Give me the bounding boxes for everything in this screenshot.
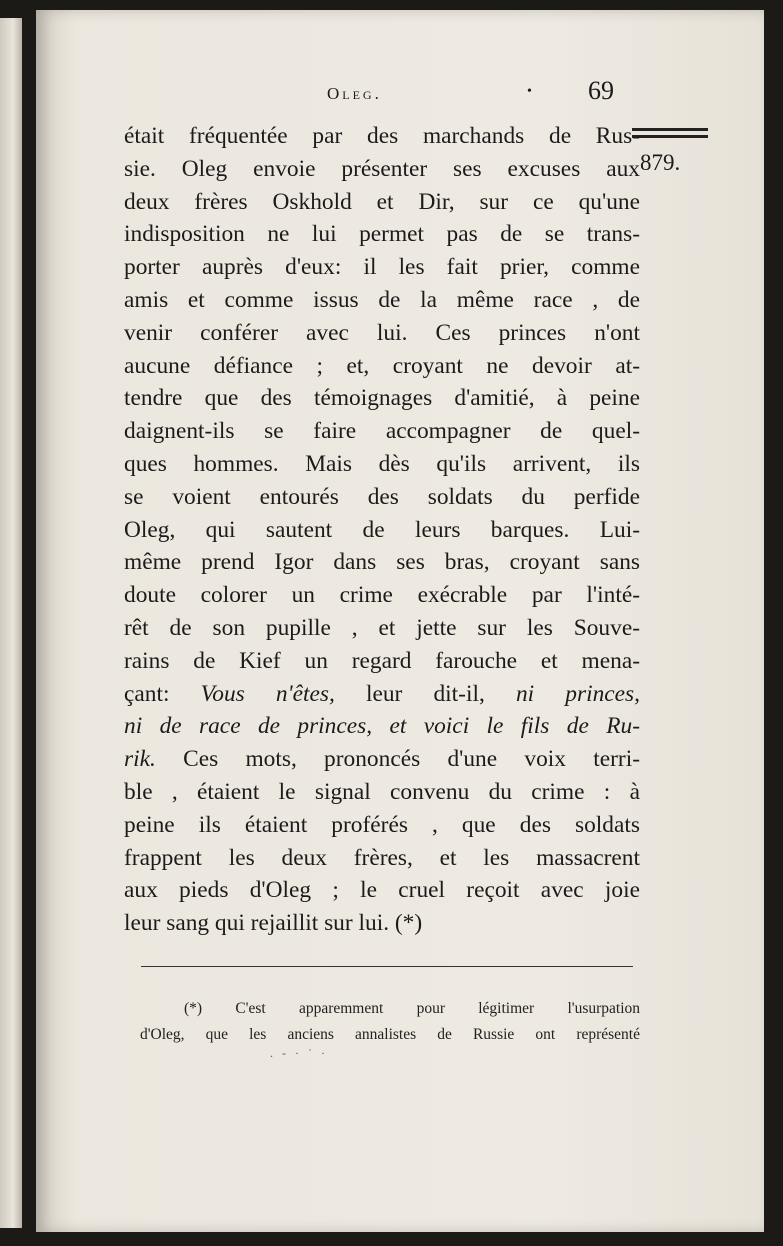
page-number: 69 bbox=[588, 76, 614, 105]
margin-rule-top bbox=[632, 128, 708, 131]
body-line: Oleg, qui sautent de leurs barques. Lui- bbox=[124, 516, 640, 543]
body-line: indisposition ne lui permet pas de se trans- bbox=[124, 221, 640, 248]
body-line-last: leur sang qui rejaillit sur lui. (*) bbox=[124, 910, 423, 937]
body-line: frappent les deux frères, et les massacrent bbox=[124, 844, 640, 871]
body-line: même prend Igor dans ses bras, croyant sans bbox=[124, 549, 640, 576]
body-line: se voient entourés des soldats du perfide bbox=[124, 483, 640, 510]
margin-year: 879. bbox=[640, 150, 681, 175]
header-ornament: • bbox=[527, 84, 532, 99]
speech-italic: et voici le fils de Ru- bbox=[389, 713, 640, 740]
footnote-line: d'Oleg, que les anciens annalistes de Russie ont représenté bbox=[140, 1026, 640, 1043]
speech-line bbox=[124, 710, 640, 743]
speech-text: leur dit-il, bbox=[334, 680, 516, 707]
body-text bbox=[124, 120, 640, 940]
footnote-line: (*) C'est apparemment pour légitimer l'usurpation bbox=[184, 1000, 640, 1017]
facing-page-edge bbox=[0, 18, 22, 1228]
body-line: peine ils étaient proférés , que des soldats bbox=[124, 811, 640, 838]
body-line: rêt de son pupille , et jette sur les Souve- bbox=[124, 614, 640, 641]
body-line: doute colorer un crime exécrable par l'inté- bbox=[124, 582, 640, 609]
margin-rule-bottom bbox=[632, 135, 708, 138]
body-line: amis et comme issus de la même race , de bbox=[124, 286, 640, 313]
speech-text: çant: bbox=[124, 680, 201, 707]
body-line: deux frères Oskhold et Dir, sur ce qu'une bbox=[124, 188, 640, 215]
body-line: tendre que des témoignages d'amitié, à peine bbox=[124, 385, 640, 412]
speech-line bbox=[124, 678, 640, 711]
body-line: ble , étaient le signal convenu du crime : à bbox=[124, 778, 640, 805]
speech-italic: rik. bbox=[124, 746, 156, 773]
speech-line bbox=[124, 743, 640, 776]
speech-italic: ni princes, bbox=[515, 680, 640, 707]
body-line: daignent-ils se faire accompagner de quel- bbox=[124, 418, 640, 445]
body-line: venir conférer avec lui. Ces princes n'ont bbox=[124, 319, 640, 346]
body-line: sie. Oleg envoie présenter ses excuses aux bbox=[124, 155, 640, 182]
body-line: porter auprès d'eux: il les fait prier, comme bbox=[124, 254, 640, 281]
body-line: était fréquentée par des marchands de Rus- bbox=[124, 123, 640, 149]
body-line: aux pieds d'Oleg ; le cruel reçoit avec joie bbox=[124, 877, 640, 904]
speech-italic: Vous n'êtes, bbox=[200, 680, 335, 707]
body-line: ques hommes. Mais dès qu'ils arrivent, ils bbox=[124, 450, 640, 477]
speech-italic: ni de race de princes, bbox=[124, 713, 373, 740]
page-header bbox=[0, 72, 783, 112]
speech-text: Ces mots, prononcés d'une voix terri- bbox=[155, 746, 640, 773]
speech-text bbox=[372, 713, 389, 739]
ink-specks: . - · ˙ · bbox=[270, 1046, 328, 1060]
running-title: Oleg. bbox=[327, 84, 382, 103]
footnote-rule bbox=[141, 966, 633, 967]
body-line: rains de Kief un regard farouche et mena- bbox=[124, 647, 640, 674]
footnote bbox=[140, 996, 640, 1048]
body-line: aucune défiance ; et, croyant ne devoir at- bbox=[124, 352, 640, 379]
